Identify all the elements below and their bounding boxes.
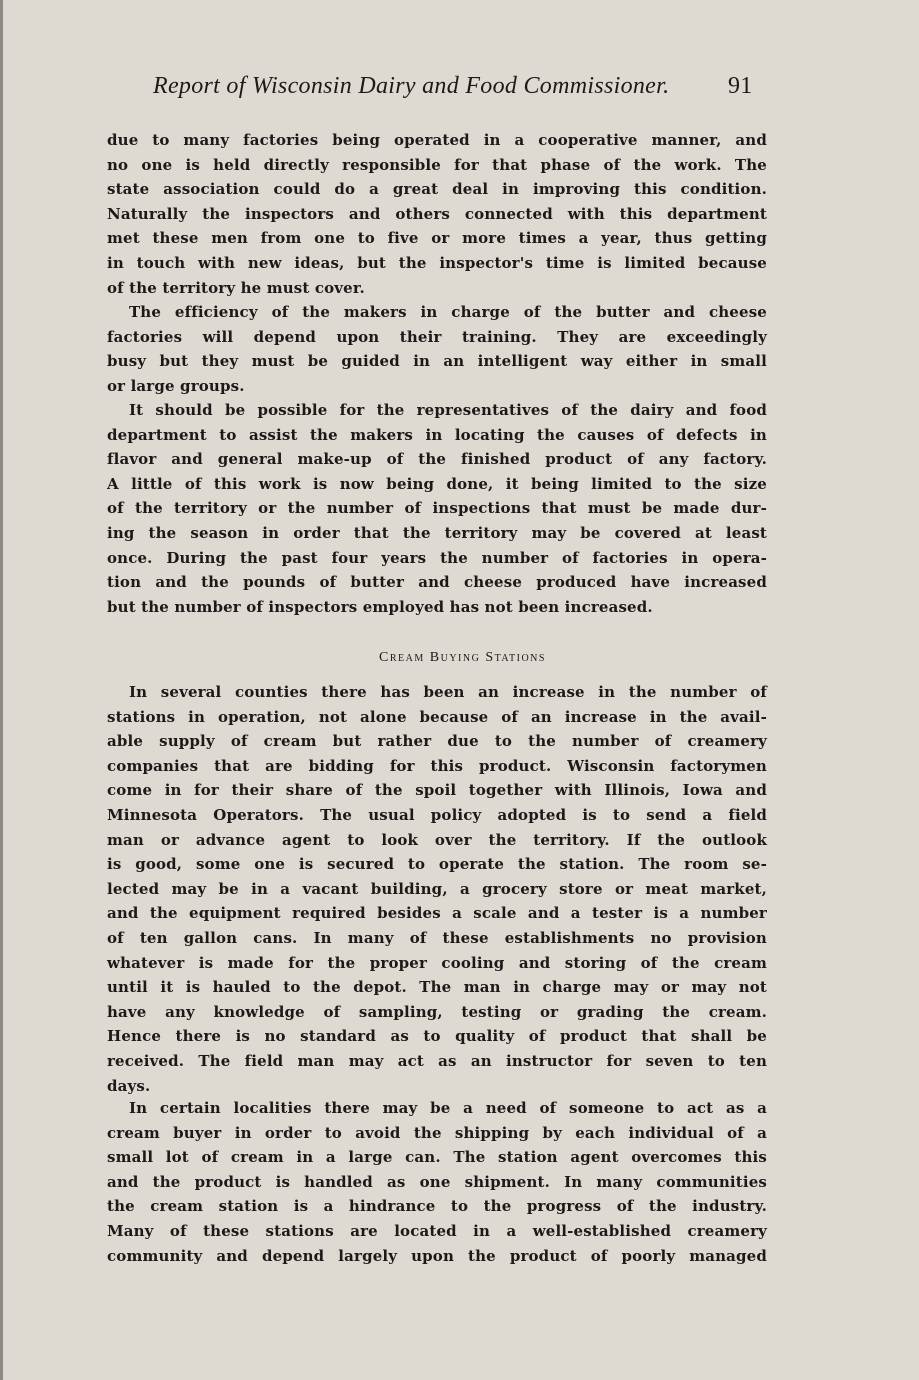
text-line: Minnesota Operators. The usual policy adopted is to send a field [107,805,767,824]
text-line: is good, some one is secured to operate the station. The room se- [107,855,767,874]
text-line: days. [107,1076,151,1095]
paragraph-4 [107,680,767,1098]
text-line: In certain localities there may be a need of someone to act as a [129,1099,767,1117]
text-line: of the territory he must cover. [107,278,365,297]
text-line: state association could do a great deal in improving this condition. [107,180,767,199]
text-line: Naturally the inspectors and others connected with this department [107,204,767,223]
text-line: have any knowledge of sampling, testing or grading the cream. [107,1002,767,1021]
text-line: department to assist the makers in locating the causes of defects in [107,425,767,444]
text-line: no one is held directly responsible for that phase of the work. The [107,155,767,174]
text-line: whatever is made for the proper cooling and storing of the cream [107,953,767,972]
text-line: able supply of cream but rather due to the number of creamery [107,732,767,751]
page-number: 91 [728,73,753,99]
text-line: Hence there is no standard as to quality of product that shall be [107,1027,767,1046]
text-line: The efficiency of the makers in charge of the butter and cheese [129,303,767,321]
text-line: In several counties there has been an increase in the number of [129,683,767,701]
text-line: stations in operation, not alone because of an increase in the avail- [107,707,767,726]
text-line: and the equipment required besides a scale and a tester is a number [107,904,767,923]
text-line: the cream station is a hindrance to the progress of the industry. [107,1197,767,1216]
text-line: factories will depend upon their training. They are exceedingly [107,327,767,346]
text-line: busy but they must be guided in an intelligent way either in small [107,352,767,371]
running-header [153,73,753,100]
text-line: due to many factories being operated in a cooperative manner, and [107,131,767,149]
text-line: of the territory or the number of inspections that must be made dur- [107,499,767,518]
text-line: A little of this work is now being done, it being limited to the size [107,474,767,493]
text-line: community and depend largely upon the product of poorly managed [107,1246,767,1265]
paragraph-5 [107,1096,767,1268]
paragraph-2 [107,300,767,398]
text-line: and the product is handled as one shipment. In many communities [107,1172,767,1191]
text-line: met these men from one to five or more times a year, thus getting [107,229,767,248]
text-line: come in for their share of the spoil together with Illinois, Iowa and [107,781,767,800]
text-line: It should be possible for the representatives of the dairy and food [129,401,767,419]
text-line: once. During the past four years the number of factories in opera- [107,548,767,567]
text-line: companies that are bidding for this product. Wisconsin factorymen [107,756,767,775]
text-line: cream buyer in order to avoid the shipping by each individual of a [107,1123,767,1142]
text-line: man or advance agent to look over the territory. If the outlook [107,830,767,849]
text-line: of ten gallon cans. In many of these establishments no provision [107,928,767,947]
text-line: received. The field man may act as an instructor for seven to ten [107,1051,767,1070]
text-line: flavor and general make-up of the finished product of any factory. [107,450,767,469]
text-line: tion and the pounds of butter and cheese produced have increased [107,573,767,592]
text-line: in touch with new ideas, but the inspector's time is limited because [107,253,767,272]
header-title: Report of Wisconsin Dairy and Food Commissioner. [153,73,670,99]
section-heading: Cream Buying Stations [379,650,546,665]
text-line: or large groups. [107,376,245,395]
text-line: small lot of cream in a large can. The station agent overcomes this [107,1148,767,1167]
text-line: lected may be in a vacant building, a grocery store or meat market, [107,879,767,898]
text-line: ing the season in order that the territory may be covered at least [107,523,767,542]
paragraph-3 [107,398,767,619]
text-line: until it is hauled to the depot. The man in charge may or may not [107,978,767,997]
text-line: but the number of inspectors employed has not been increased. [107,597,653,616]
text-line: Many of these stations are located in a well-established creamery [107,1221,767,1240]
paragraph-1 [107,128,767,300]
